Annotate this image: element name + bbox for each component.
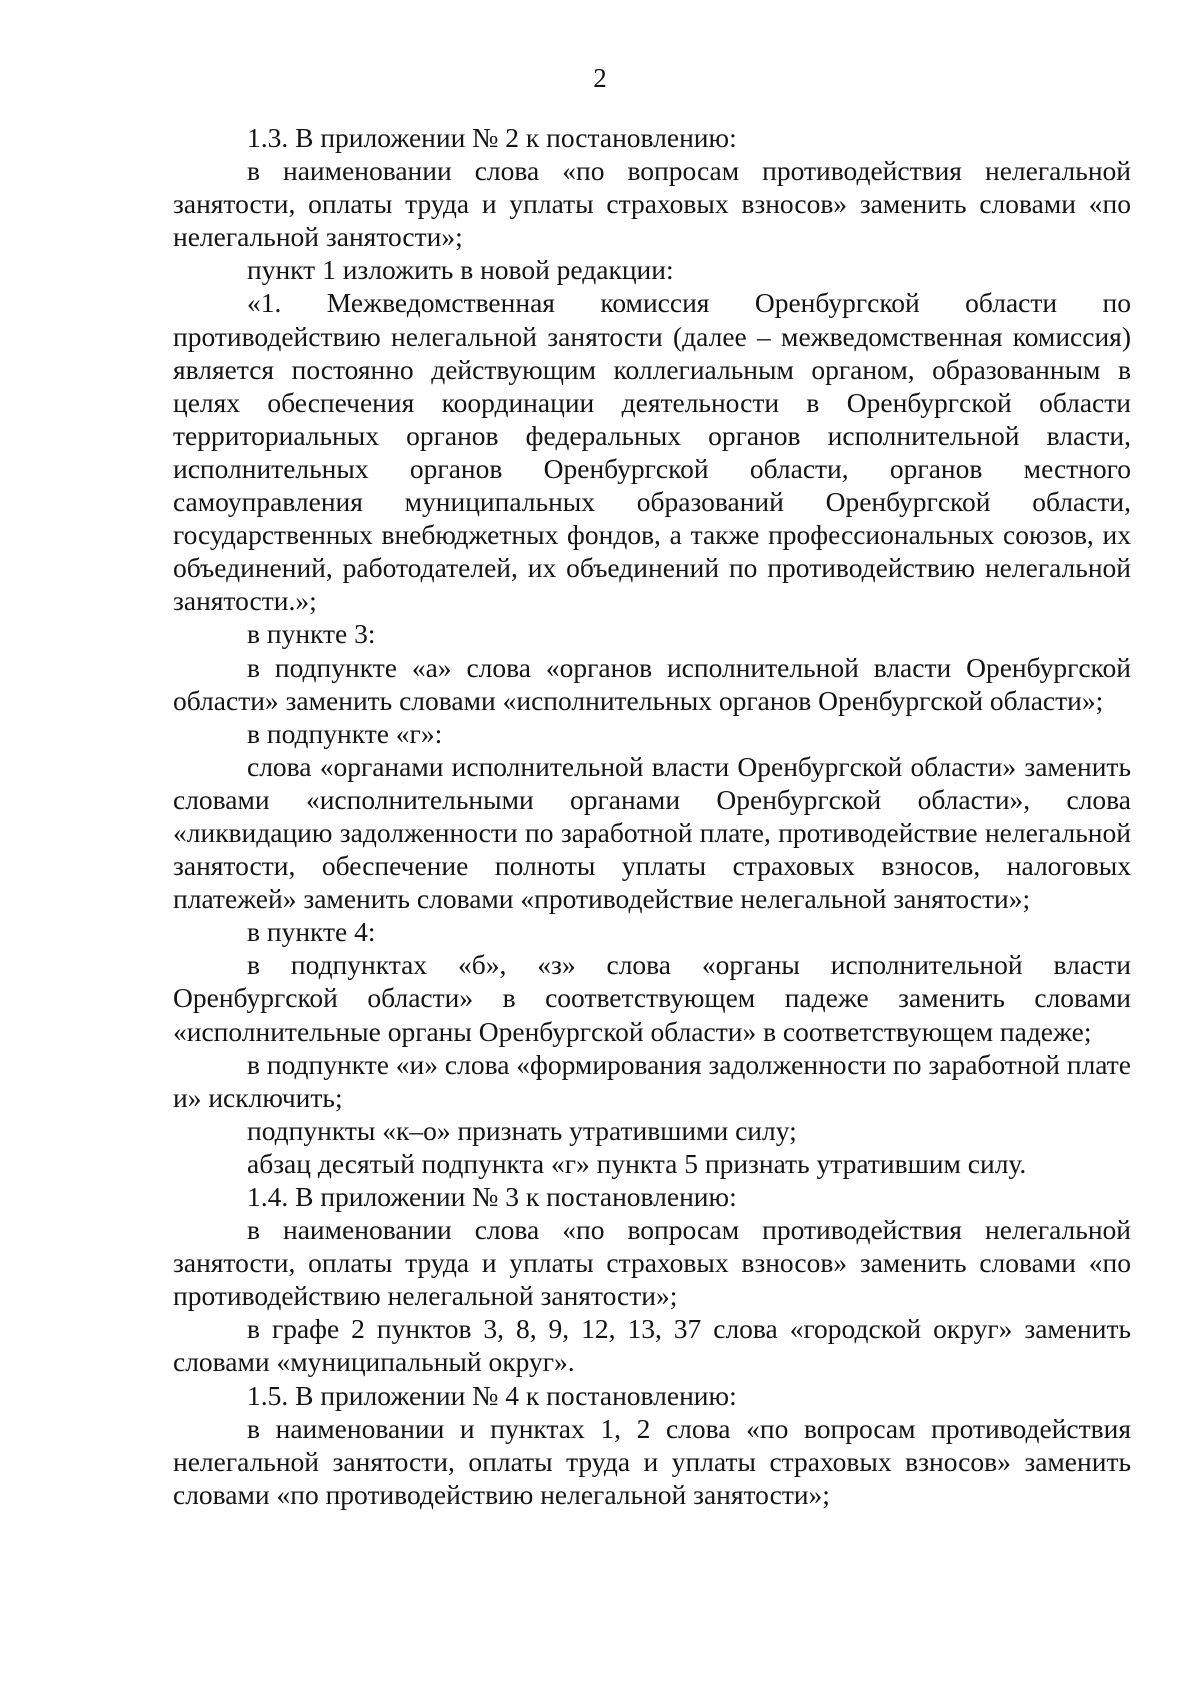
paragraph: в наименовании слова «по вопросам противодействия нелегальной занятости, оплаты труда и уплаты страховых взносов» заменить словами «по противодействию нелегальной занятости»; xyxy=(173,1214,1131,1312)
paragraph: абзац десятый подпункта «г» пункта 5 признать утратившим силу. xyxy=(247,1147,1027,1179)
paragraph: в пункте 4: xyxy=(247,916,376,948)
paragraph-1-5-heading: 1.5. В приложении № 4 к постановлению: xyxy=(247,1379,737,1411)
page-number: 2 xyxy=(593,63,607,93)
paragraph: в подпункте «а» слова «органов исполнительной власти Оренбургской области» заменить словами «исполнительных органов Оренбургской области»; xyxy=(173,651,1131,716)
paragraph: в подпунктах «б», «з» слова «органы исполнительной власти Оренбургской области» в соответствующем падеже заменить словами «исполнительные органы Оренбургской области» в соответствующем падеже; xyxy=(173,949,1131,1047)
document-body xyxy=(173,121,1131,1511)
paragraph: в графе 2 пунктов 3, 8, 9, 12, 13, 37 слова «городской округ» заменить словами «муниципальный округ». xyxy=(173,1313,1131,1378)
paragraph-1-3-heading: 1.3. В приложении № 2 к постановлению: xyxy=(247,122,737,153)
paragraph-1-4-heading: 1.4. В приложении № 3 к постановлению: xyxy=(247,1181,737,1212)
paragraph: «1. Межведомственная комиссия Оренбургской области по противодействию нелегальной занятости (далее – межведомственная комиссия) является постоянно действующим коллегиальным органом, образованным в целях обеспечения координации деятельности в Оренбургской области территориальных органов федеральных органов исполнительной власти, исполнительных органов Оренбургской области, органов местного самоуправления муниципальных образований Оренбургской области, государственных внебюджетных фондов, а также профессиональных союзов, их объединений, работодателей, их объединений по противодействию нелегальной занятости.»; xyxy=(173,287,1131,617)
paragraph: подпункты «к–о» признать утратившими силу; xyxy=(247,1114,797,1146)
paragraph: слова «органами исполнительной власти Оренбургской области» заменить словами «исполнительными органами Оренбургской области», слова «ликвидацию задолженности по заработной плате, противодействие нелегальной занятости, обеспечение полноты уплаты страховых взносов, налоговых платежей» заменить словами «противодействие нелегальной занятости»; xyxy=(173,750,1131,915)
paragraph: в подпункте «г»: xyxy=(247,717,443,749)
paragraph: пункт 1 изложить в новой редакции: xyxy=(247,254,674,286)
paragraph: в пункте 3: xyxy=(247,618,376,650)
paragraph: в наименовании и пунктах 1, 2 слова «по вопросам противодействия нелегальной занятости, оплаты труда и уплаты страховых взносов» заменить словами «по противодействию нелегальной занятости»; xyxy=(173,1412,1131,1510)
paragraph: в подпункте «и» слова «формирования задолженности по заработной плате и» исключить; xyxy=(173,1048,1132,1113)
paragraph: в наименовании слова «по вопросам противодействия нелегальной занятости, оплаты труда и уплаты страховых взносов» заменить словами «по нелегальной занятости»; xyxy=(173,155,1131,253)
